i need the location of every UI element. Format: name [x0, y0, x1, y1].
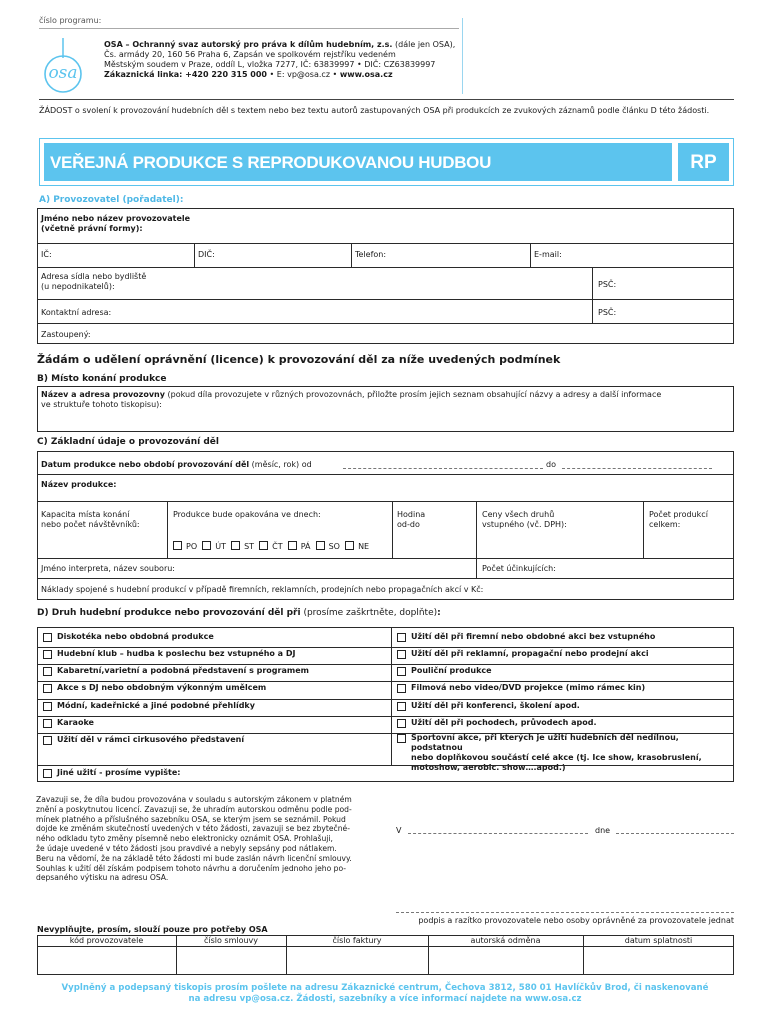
col-divider — [476, 558, 477, 578]
row-divider — [37, 681, 734, 682]
org-name-suffix: (dále jen OSA), — [392, 40, 456, 49]
col-divider — [530, 243, 531, 267]
usage-option-label: Kabaretní,varietní a podobná představení s programem — [57, 666, 309, 675]
checkbox-other[interactable] — [43, 769, 52, 778]
day-pa[interactable]: PÁ — [288, 542, 311, 551]
usage-option-label: Akce s DJ nebo obdobným výkonným umělcem — [57, 683, 267, 692]
place-field[interactable] — [408, 833, 588, 834]
request-text: ŽÁDOST o svolení k provozování hudebních děl s textem nebo bez textu autorů zastupovaných OSA při produkcích ze zvukových záznamů podle článku D této žádosti. — [39, 106, 710, 115]
section-a-title: A) Provozovatel (pořadatel): — [39, 195, 184, 205]
section-b-title: B) Místo konání produkce — [37, 374, 167, 384]
date-to-label: do — [546, 460, 556, 469]
checkbox-left-2[interactable] — [43, 667, 52, 676]
col-divider — [592, 267, 593, 299]
col-divider — [643, 501, 644, 558]
day-ne[interactable]: NE — [345, 542, 369, 551]
program-number-line — [39, 28, 459, 29]
footer-note: Vyplněný a podepsaný tiskopis prosím pošlete na adresu Zákaznické centrum, Čechova 3812, 580 01 Havlíčkův Brod, či naskenované na adresu vp@osa.cz. Žádosti, sazebníky a více informací najdete na www.osa.cz — [61, 983, 709, 1004]
weekday-checkboxes — [173, 541, 369, 552]
row-divider — [37, 946, 734, 947]
checkbox-left-0[interactable] — [43, 633, 52, 642]
repeat-days-label: Produkce bude opakována ve dnech: — [173, 510, 321, 519]
col-divider — [286, 935, 287, 975]
capacity-label: Kapacita místa konání nebo počet návštěvníků: — [41, 510, 140, 529]
signature-label: podpis a razítko provozovatele nebo osoby oprávněné za provozovatele jednat — [418, 916, 734, 925]
code-bar — [678, 143, 729, 181]
psc-contact-label: PSČ: — [598, 308, 617, 317]
venue-label: Název a adresa provozovny (pokud díla provozujete v různých provozovnách, přiložte prosím jejich seznam obsahující názvy a adresy a další informace ve struktuře tohoto tiskopisu): — [41, 390, 662, 409]
org-name: OSA – Ochranný svaz autorský pro práva k dílům hudebním, z.s. — [104, 40, 393, 49]
declaration-line: mínek platného a příslušného sazebníku OSA, se kterým jsem se seznámil. Pokud — [36, 814, 346, 824]
declaration-line: znění a poskytnutou licencí. Zavazuji se, že uhradím autorskou odměnu podle pod- — [36, 804, 352, 814]
row-divider — [37, 647, 734, 648]
usage-option-label: Karaoke — [57, 718, 94, 727]
usage-option-label: Užití děl při konferenci, školení apod. — [411, 701, 580, 710]
osa-column-header: autorská odměna — [470, 936, 541, 945]
usage-option-label: Pouliční produkce — [411, 666, 492, 675]
usage-option-label: Užití děl při pochodech, průvodech apod. — [411, 718, 597, 727]
declaration-line: Zavazuji se, že díla budou provozována v souladu s autorským zákonem v platném — [36, 795, 352, 804]
representative-label: Zastoupený: — [41, 330, 91, 339]
row-divider — [37, 716, 734, 717]
org-info — [104, 40, 464, 80]
checkbox-left-1[interactable] — [43, 650, 52, 659]
checkbox-right-1[interactable] — [397, 650, 406, 659]
row-divider — [37, 664, 734, 665]
prices-label: Ceny všech druhů vstupného (vč. DPH): — [482, 510, 567, 529]
declaration-line: dojde ke změnám skutečností uvedených v této žádosti, zavazuji se bez zbytečné- — [36, 824, 350, 834]
usage-option-label: Diskotéka nebo obdobná produkce — [57, 632, 214, 641]
checkbox-right-4[interactable] — [397, 702, 406, 711]
usage-option-label: Hudební klub – hudba k poslechu bez vstupného a DJ — [57, 649, 296, 658]
header-rule — [39, 99, 734, 100]
checkbox-sport[interactable] — [397, 734, 406, 743]
ic-label: IČ: — [41, 250, 52, 259]
osa-only-title: Nevyplňujte, prosím, slouží pouze pro potřeby OSA — [37, 925, 268, 934]
psc-label: PSČ: — [598, 280, 617, 289]
checkbox-left-3[interactable] — [43, 684, 52, 693]
declaration-line: ného odkladu tyto změny písemně nebo elektronicky oznámit OSA. Prohlašuji, — [36, 834, 333, 844]
place-label: V — [396, 826, 402, 835]
usage-option-label: Filmová nebo video/DVD projekce (mimo rámec kin) — [411, 683, 646, 692]
row-divider — [37, 501, 734, 502]
day-st[interactable]: ST — [231, 542, 254, 551]
col-divider — [392, 501, 393, 558]
declaration-line: že údaje uvedené v této žádosti jsou pravdivé a nebyly sepsány pod nátlakem. — [36, 843, 337, 853]
other-use-label: Jiné užití - prosíme vypište: — [57, 768, 181, 777]
osa-column-header: kód provozovatele — [69, 936, 144, 945]
col-divider — [592, 299, 593, 323]
hotline-phone: +420 220 315 000 — [182, 70, 267, 79]
checkbox-right-3[interactable] — [397, 684, 406, 693]
usage-option-label: Užití děl v rámci cirkusového představení — [57, 735, 245, 744]
form-title: VEŘEJNÁ PRODUKCE S REPRODUKOVANOU HUDBOU — [50, 153, 492, 172]
phone-label: Telefon: — [355, 250, 387, 259]
usage-option-label: Užití děl při reklamní, propagační nebo prodejní akci — [411, 649, 649, 658]
row-divider — [37, 558, 734, 559]
costs-label: Náklady spojené s hudební produkcí v případě firemních, reklamních, prodejních nebo propagačních akcí v Kč: — [41, 585, 484, 594]
checkbox-left-4[interactable] — [43, 702, 52, 711]
row-divider — [37, 765, 734, 766]
section-c-title: C) Základní údaje o provozování děl — [37, 437, 219, 447]
row-divider — [37, 267, 734, 268]
email-label: E-mail: — [534, 250, 562, 259]
hour-label: Hodina od-do — [397, 510, 426, 529]
contact-email: • E: vp@osa.cz • — [267, 70, 340, 79]
checkbox-left-5[interactable] — [43, 719, 52, 728]
signature-field[interactable] — [396, 912, 734, 913]
declaration-line: Souhlas k užití děl získám podpisem tohoto návrhu a doručením jednoho jeho po- — [36, 863, 346, 873]
day-po[interactable]: PO — [173, 542, 197, 551]
row-divider — [37, 699, 734, 700]
title-banner — [39, 138, 734, 186]
checkbox-left-6[interactable] — [43, 736, 52, 745]
date-label: Datum produkce nebo období provozování děl (měsíc, rok) od — [41, 460, 312, 469]
checkbox-right-0[interactable] — [397, 633, 406, 642]
title-bar — [44, 143, 672, 181]
usage-option-label: Užití děl při firemní nebo obdobné akci bez vstupného — [411, 632, 656, 641]
checkbox-right-2[interactable] — [397, 667, 406, 676]
program-number-label: číslo programu: — [39, 16, 102, 25]
production-count-label: Počet produkcí celkem: — [649, 510, 708, 529]
logo-text: osa — [48, 63, 78, 83]
date-label-sign: dne — [595, 826, 611, 835]
usage-option-label: Módní, kadeřnické a jiné podobné přehlídky — [57, 701, 255, 710]
org-address: Čs. armády 20, 160 56 Praha 6, Zapsán ve spolkovém rejstříku vedeném — [104, 50, 396, 59]
row-divider — [37, 323, 734, 324]
col-divider — [167, 501, 168, 558]
date-to-field[interactable] — [562, 468, 712, 469]
interpret-label: Jméno interpreta, název souboru: — [41, 564, 175, 573]
license-heading: Žádám o udělení oprávnění (licence) k provozování děl za níže uvedených podmínek — [37, 353, 561, 366]
declaration-line: Beru na vědomí, že na základě této žádosti mi bude zaslán návrh licenční smlouvy. — [36, 853, 352, 863]
contact-address-label: Kontaktní adresa: — [41, 308, 112, 317]
checkbox-right-5[interactable] — [397, 719, 406, 728]
row-divider — [37, 299, 734, 300]
row-divider — [37, 578, 734, 579]
osa-column-header: číslo faktury — [332, 936, 382, 945]
declaration-line: depsaného výtisku na adresu OSA. — [36, 873, 169, 883]
col-divider — [176, 935, 177, 975]
date-from-field[interactable] — [343, 468, 543, 469]
org-registry: Městským soudem v Praze, oddíl L, vložka 7277, IČ: 63839997 • DIČ: CZ63839997 — [104, 60, 436, 69]
declaration-text — [36, 795, 398, 883]
col-divider — [194, 243, 195, 267]
section-d-title: D) Druh hudební produkce nebo provozování děl při (prosíme zaškrtněte, doplňte): — [37, 608, 441, 618]
day-ct[interactable]: ČT — [259, 542, 282, 551]
form-code: RP — [690, 152, 717, 173]
osa-column-header: datum splatnosti — [624, 936, 693, 945]
hotline-label: Zákaznická linka: — [104, 70, 183, 79]
col-divider — [583, 935, 584, 975]
dic-label: DIČ: — [198, 250, 215, 259]
col-divider — [428, 935, 429, 975]
production-name-label: Název produkce: — [41, 480, 117, 489]
date-field[interactable] — [616, 833, 734, 834]
sport-label: Sportovní akce, při kterých je užití hudebních děl nedílnou, podstatnou nebo doplňkovou součástí celé akce (tj. Ice show, krasobruslení, motoshow, aerobic. show….apod.) — [411, 733, 702, 772]
website-link[interactable]: www.osa.cz — [339, 70, 393, 79]
osa-logo — [34, 38, 92, 96]
osa-column-header: číslo smlouvy — [203, 936, 259, 945]
address-label: Adresa sídla nebo bydliště (u nepodnikatelů): — [41, 272, 147, 291]
col-divider — [351, 243, 352, 267]
row-divider — [37, 243, 734, 244]
day-so[interactable]: SO — [316, 542, 340, 551]
row-divider — [37, 474, 734, 475]
operator-name-label: Jméno nebo název provozovatele (včetně právní formy): — [41, 214, 191, 233]
day-ut[interactable]: ÚT — [202, 542, 226, 551]
col-divider — [476, 501, 477, 558]
performers-label: Počet účinkujících: — [482, 564, 556, 573]
